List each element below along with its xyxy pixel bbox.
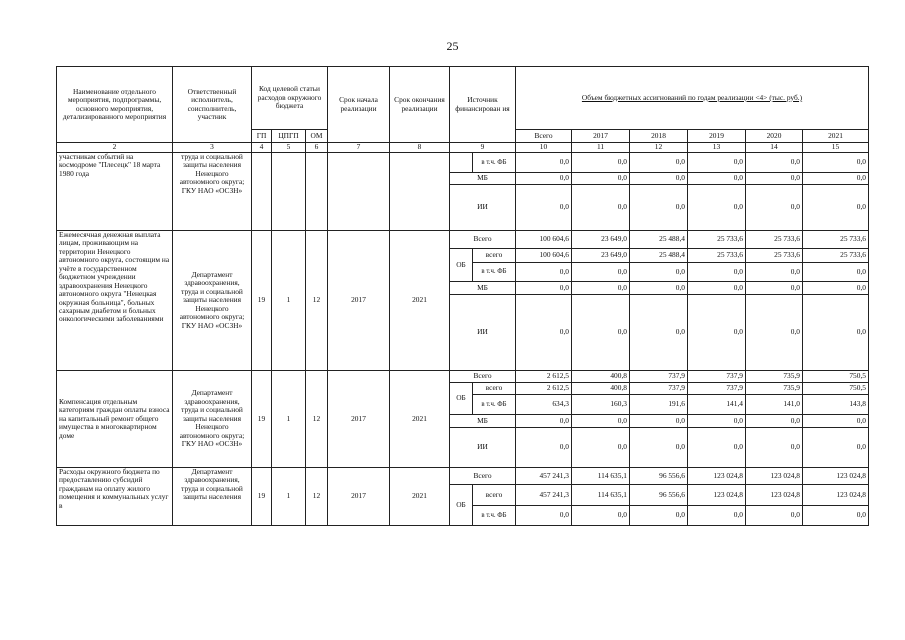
amount-cell: 0,0: [688, 173, 746, 185]
amount-cell: 123 024,8: [688, 468, 746, 485]
amount-cell: 0,0: [630, 282, 688, 295]
amount-cell: 0,0: [688, 263, 746, 282]
code-om: 12: [306, 468, 328, 526]
amount-cell: 0,0: [803, 185, 869, 231]
source-sublabel: всего: [473, 485, 516, 506]
amount-cell: 0,0: [572, 263, 630, 282]
column-number: 5: [272, 143, 306, 153]
header-year: 2018: [630, 130, 688, 143]
amount-cell: 0,0: [630, 173, 688, 185]
header-gp: ГП: [252, 130, 272, 143]
measure-name: Компенсация отдельным категориям граждан оплаты взноса на капитальный ремонт общего имущества в многоквартирном доме: [57, 371, 173, 468]
amount-cell: 0,0: [688, 282, 746, 295]
amount-cell: 0,0: [688, 185, 746, 231]
measure-executor: труда и социальной защиты населения Ненецкого автономного округа; ГКУ НАО «ОСЗН»: [173, 153, 252, 231]
source-sublabel: в т.ч. ФБ: [473, 395, 516, 415]
amount-cell: 0,0: [572, 282, 630, 295]
source-sublabel: в т.ч. ФБ: [473, 153, 516, 173]
amount-cell: 191,6: [630, 395, 688, 415]
amount-cell: 0,0: [746, 153, 803, 173]
column-number: 11: [572, 143, 630, 153]
amount-cell: 0,0: [803, 415, 869, 428]
amount-cell: 400,8: [572, 371, 630, 383]
amount-cell: 0,0: [572, 185, 630, 231]
amount-cell: 123 024,8: [803, 485, 869, 506]
source-label: ИИ: [450, 428, 516, 468]
amount-cell: 123 024,8: [746, 468, 803, 485]
amount-cell: 737,9: [630, 383, 688, 395]
start-year: 2017: [328, 371, 390, 468]
amount-cell: 0,0: [572, 173, 630, 185]
amount-cell: 2 612,5: [516, 371, 572, 383]
page-number: 25: [446, 39, 459, 53]
column-number: 6: [306, 143, 328, 153]
amount-cell: 0,0: [803, 295, 869, 371]
amount-cell: 0,0: [572, 295, 630, 371]
table-row: [57, 371, 869, 383]
header-start: Срок начала реализации: [328, 67, 390, 143]
source-label: Всего: [450, 468, 516, 485]
amount-cell: 0,0: [516, 185, 572, 231]
header-year: 2021: [803, 130, 869, 143]
budget-table: [56, 66, 869, 526]
amount-cell: 123 024,8: [803, 468, 869, 485]
amount-cell: 0,0: [516, 428, 572, 468]
column-number: 10: [516, 143, 572, 153]
column-number: 8: [390, 143, 450, 153]
amount-cell: 0,0: [746, 263, 803, 282]
amount-cell: 141,4: [688, 395, 746, 415]
header-year: Всего: [516, 130, 572, 143]
amount-cell: 0,0: [572, 428, 630, 468]
amount-cell: 0,0: [630, 428, 688, 468]
column-number: 15: [803, 143, 869, 153]
header-cpgp: ЦПГП: [272, 130, 306, 143]
amount-cell: 457 241,3: [516, 468, 572, 485]
table-row: [57, 153, 869, 173]
amount-cell: 0,0: [572, 506, 630, 526]
amount-cell: 750,5: [803, 371, 869, 383]
amount-cell: 0,0: [746, 295, 803, 371]
amount-cell: 25 733,6: [688, 249, 746, 263]
amount-cell: 25 733,6: [688, 231, 746, 249]
amount-cell: 25 733,6: [746, 231, 803, 249]
source-label: ОБ: [450, 383, 473, 415]
amount-cell: 123 024,8: [746, 485, 803, 506]
amount-cell: 100 604,6: [516, 249, 572, 263]
column-number: 7: [328, 143, 390, 153]
amount-cell: 100 604,6: [516, 231, 572, 249]
header-year: 2020: [746, 130, 803, 143]
code-gp: 19: [252, 468, 272, 526]
measure-name: участникам событий на космодроме "Плесецк" 18 марта 1980 года: [57, 153, 173, 231]
code-gp: 19: [252, 371, 272, 468]
code-om: 12: [306, 371, 328, 468]
end-year: [390, 153, 450, 231]
amount-cell: 0,0: [746, 282, 803, 295]
amount-cell: 0,0: [516, 295, 572, 371]
source-sublabel: всего: [473, 383, 516, 395]
amount-cell: 25 733,6: [746, 249, 803, 263]
source-label: ИИ: [450, 295, 516, 371]
amount-cell: 123 024,8: [688, 485, 746, 506]
amount-cell: 0,0: [803, 153, 869, 173]
amount-cell: 2 612,5: [516, 383, 572, 395]
source-label: МБ: [450, 282, 516, 295]
amount-cell: 0,0: [630, 153, 688, 173]
header-name: Наименование отдельного мероприятия, подпрограммы, основного мероприятия, детализированного мероприятия: [57, 67, 173, 143]
code-cpgp: 1: [272, 468, 306, 526]
header-executor: Ответственный исполнитель, соисполнитель, участник: [173, 67, 252, 143]
amount-cell: 25 488,4: [630, 231, 688, 249]
amount-cell: 737,9: [630, 371, 688, 383]
end-year: 2021: [390, 371, 450, 468]
amount-cell: 0,0: [572, 415, 630, 428]
amount-cell: 0,0: [516, 415, 572, 428]
start-year: [328, 153, 390, 231]
amount-cell: 0,0: [688, 415, 746, 428]
amount-cell: 0,0: [572, 153, 630, 173]
amount-cell: 735,9: [746, 383, 803, 395]
amount-cell: 23 649,0: [572, 249, 630, 263]
source-label: Всего: [450, 231, 516, 249]
table-row: [57, 468, 869, 485]
measure-executor: Департамент здравоохранения, труда и социальной защиты населения Ненецкого автономного округа; ГКУ НАО «ОСЗН»: [173, 371, 252, 468]
measure-name: Ежемесячная денежная выплата лицам, проживающим на территории Ненецкого автономного округа, состоящим на учёте в государственном бюджетном учреждении здравоохранения Ненецкого автономного округа "Ненецкая окружная больница", больных сахарным диабетом и больных онкологическими заболеваниями: [57, 231, 173, 371]
header-source: Источник финансирован ия: [450, 67, 516, 143]
column-number: 14: [746, 143, 803, 153]
amount-cell: 0,0: [516, 282, 572, 295]
column-number: 2: [57, 143, 173, 153]
amount-cell: 0,0: [630, 185, 688, 231]
amount-cell: 23 649,0: [572, 231, 630, 249]
amount-cell: 735,9: [746, 371, 803, 383]
amount-cell: 0,0: [803, 173, 869, 185]
source-label: ОБ: [450, 249, 473, 282]
amount-cell: 737,9: [688, 371, 746, 383]
code-om: 12: [306, 231, 328, 371]
amount-cell: 0,0: [688, 295, 746, 371]
source-sublabel: в т.ч. ФБ: [473, 506, 516, 526]
amount-cell: 0,0: [803, 282, 869, 295]
amount-cell: 96 556,6: [630, 485, 688, 506]
amount-cell: 0,0: [516, 506, 572, 526]
amount-cell: 114 635,1: [572, 468, 630, 485]
amount-cell: 750,5: [803, 383, 869, 395]
start-year: 2017: [328, 231, 390, 371]
amount-cell: 143,8: [803, 395, 869, 415]
amount-cell: 0,0: [688, 506, 746, 526]
amount-cell: 0,0: [630, 295, 688, 371]
amount-cell: 0,0: [516, 153, 572, 173]
source-label: ОБ: [450, 485, 473, 526]
amount-cell: 0,0: [630, 415, 688, 428]
amount-cell: 0,0: [746, 185, 803, 231]
measure-name: Расходы окружного бюджета по предоставлению субсидий гражданам на оплату жилого помещения и коммунальных услуг в: [57, 468, 173, 526]
amount-cell: 0,0: [516, 173, 572, 185]
amount-cell: 0,0: [746, 415, 803, 428]
amount-cell: 114 635,1: [572, 485, 630, 506]
amount-cell: 141,0: [746, 395, 803, 415]
code-cpgp: 1: [272, 371, 306, 468]
header-om: ОМ: [306, 130, 328, 143]
amount-cell: 457 241,3: [516, 485, 572, 506]
amount-cell: 0,0: [746, 506, 803, 526]
measure-executor: Департамент здравоохранения, труда и социальной защиты населения Ненецкого автономного округа; ГКУ НАО «ОСЗН»: [173, 231, 252, 371]
amount-cell: 0,0: [746, 173, 803, 185]
header-kbk: Код целевой статьи расходов окружного бюджета: [252, 67, 328, 130]
code-cpgp: [272, 153, 306, 231]
column-number: 13: [688, 143, 746, 153]
amount-cell: 25 733,6: [803, 249, 869, 263]
amount-cell: 634,3: [516, 395, 572, 415]
header-volume: Объем бюджетных ассигнований по годам реализации <4> (тыс. руб.): [516, 67, 869, 130]
code-cpgp: 1: [272, 231, 306, 371]
amount-cell: 160,3: [572, 395, 630, 415]
source-label: МБ: [450, 415, 516, 428]
source-label: МБ: [450, 173, 516, 185]
amount-cell: 0,0: [516, 263, 572, 282]
column-number: 4: [252, 143, 272, 153]
start-year: 2017: [328, 468, 390, 526]
source-sublabel: всего: [473, 249, 516, 263]
amount-cell: 0,0: [803, 428, 869, 468]
column-number: 12: [630, 143, 688, 153]
end-year: 2021: [390, 468, 450, 526]
header-end: Срок окончания реализации: [390, 67, 450, 143]
amount-cell: 400,8: [572, 383, 630, 395]
source-sublabel: в т.ч. ФБ: [473, 263, 516, 282]
amount-cell: 25 488,4: [630, 249, 688, 263]
source-label: Всего: [450, 371, 516, 383]
amount-cell: 0,0: [688, 428, 746, 468]
header-year: 2019: [688, 130, 746, 143]
amount-cell: 0,0: [630, 263, 688, 282]
amount-cell: 0,0: [803, 263, 869, 282]
source-label: [450, 153, 473, 173]
end-year: 2021: [390, 231, 450, 371]
code-om: [306, 153, 328, 231]
column-number: 9: [450, 143, 516, 153]
code-gp: [252, 153, 272, 231]
code-gp: 19: [252, 231, 272, 371]
amount-cell: 96 556,6: [630, 468, 688, 485]
header-year: 2017: [572, 130, 630, 143]
amount-cell: 0,0: [630, 506, 688, 526]
amount-cell: 0,0: [746, 428, 803, 468]
measure-executor: Департамент здравоохранения, труда и социальной защиты населения: [173, 468, 252, 526]
amount-cell: 737,9: [688, 383, 746, 395]
amount-cell: 25 733,6: [803, 231, 869, 249]
column-number: 3: [173, 143, 252, 153]
amount-cell: 0,0: [688, 153, 746, 173]
table-row: [57, 231, 869, 249]
amount-cell: 0,0: [803, 506, 869, 526]
source-label: ИИ: [450, 185, 516, 231]
